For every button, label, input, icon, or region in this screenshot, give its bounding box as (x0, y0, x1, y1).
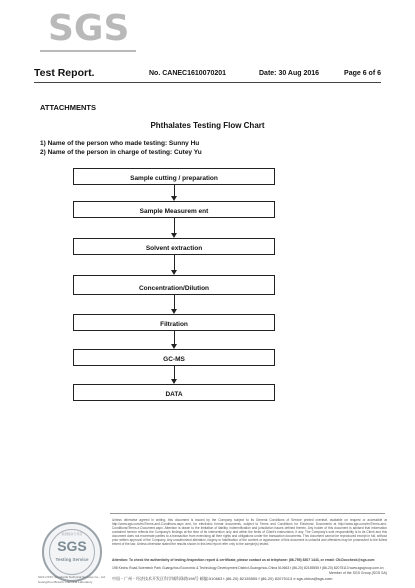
flow-step-filtration: Filtration (73, 314, 275, 331)
seal-subtitle: Testing Service (55, 557, 89, 562)
flow-step-data: DATA (73, 384, 275, 401)
flow-step-solvent-extraction: Solvent extraction (73, 238, 275, 255)
flow-step-sample-measurement: Sample Measurem ent (73, 201, 275, 218)
flow-step-gc-ms: GC-MS (73, 349, 275, 366)
flow-arrow (173, 366, 176, 384)
footer-disclaimer: Unless otherwise agreed in writing, this document is issued by the Company subject to its General Conditions of Service printed overleaf, available on request or accessible at http://www.sgs.com/en/Terms-and-Conditions.aspx and, for electronic format documents, subject to Terms and Conditions for Electronic Documents at http://www.sgs.com/en/Terms-and-Conditions/Terms-e-Document.aspx. Attention is drawn to the limitation of liability, indemnification and jurisdiction issues defined therein. Any holder of this document is advised that information contained hereon reflects the Company's findings at the time of its intervention only and within the limits of Client's instructions, if any. The Company's sole responsibility is to its Client and this document does not exonerate parties to a transaction from exercising all their rights and obligations under the transaction documents. This document cannot be reproduced except in full, without prior written approval of the Company. Any unauthorized alteration, forgery or falsification of the content or appearance of this document is unlawful and offenders may be prosecuted to the fullest extent of the law. Unless otherwise stated the results shown in this test report refer only to the sample(s) tested. (112, 518, 387, 546)
group-membership: Member of the SGS Group (SGS SA) (329, 571, 387, 575)
flow-step-concentration-dilution: Concentration/Dilution (73, 275, 275, 295)
report-date: Date: 30 Aug 2016 (259, 70, 320, 77)
testing-service-seal (42, 522, 102, 582)
flow-arrow (173, 218, 176, 238)
report-header (34, 69, 381, 83)
flow-step-sample-cutting: Sample cutting / preparation (73, 168, 275, 185)
authenticity-notice: Attention: To check the authenticity of testing /inspection report & certificate, please contact us at telephone: (86-755) 8307 1443, or email: CN.Doccheck@sgs.com (112, 558, 375, 562)
seal-chinese-text: 检测服务专用章 (61, 532, 83, 536)
report-number: No. CANEC1610070201 (149, 70, 227, 77)
page-number: Page 6 of 6 (344, 70, 381, 77)
address-chinese: 中国・广州・经济技术开发区科学城科珠路198号 邮编:510663 t (86-20) 82155555 f (86-20) 82075113 e sgs.china@sgs.com (112, 576, 333, 581)
flow-chart-title: Phthalates Testing Flow Chart (150, 121, 265, 130)
seal-sgs-text: SGS (57, 538, 87, 554)
logo-text: SGS (48, 8, 130, 49)
report-title: Test Report. (34, 67, 95, 79)
flow-arrow (173, 331, 176, 349)
header-divider (34, 82, 381, 83)
flow-arrow (173, 185, 176, 201)
footer-divider (110, 513, 385, 514)
flow-arrow (173, 255, 176, 275)
flow-arrow (173, 295, 176, 314)
logo-underline (40, 50, 136, 52)
attachments-heading: ATTACHMENTS (40, 103, 96, 112)
sgs-logo (40, 6, 140, 56)
company-branch: Guangzhou Branch Chemical Laboratory (38, 580, 93, 584)
company-name: SGS-CSTC Standards Technical Services Co., Ltd. (38, 575, 106, 579)
person-in-charge: 2) Name of the person in charge of testing: Cutey Yu (40, 149, 202, 156)
tester-name: 1) Name of the person who made testing: Sunny Hu (40, 140, 200, 147)
address-english: 198 Kezhu Road,Scientech Park Guangzhou Economic & Technology Development District,Guangzhou,China 510663 t (86-20) 82155555 f (86-20) 82075113 www.sgsgroup.com.cn (112, 566, 384, 570)
